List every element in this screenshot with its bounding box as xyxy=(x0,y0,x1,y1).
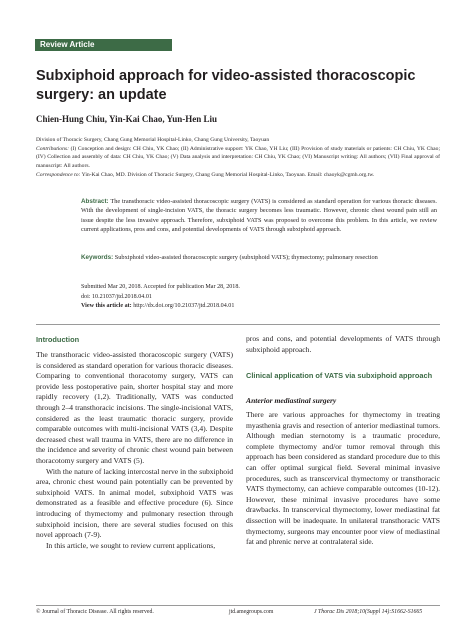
correspondence-text: Yin-Kai Chao, MD. Division of Thoracic Surgery, Chang Gung Memorial Hospital-Linko, Taoyuan. Email: chaoyk@cgmh.org.tw. xyxy=(81,172,375,178)
right-column-intro-text xyxy=(246,334,440,355)
correspondence-label: Correspondence to: xyxy=(36,172,81,178)
intro-paragraph-3: In this article, we sought to review current applications, xyxy=(46,540,216,550)
doi: doi: 10.21037/jtd.2018.04.01 xyxy=(81,293,152,300)
intro-paragraph-2: With the nature of lacking intercostal nerve in the subxiphoid area, chronic chest wound pain potentially can be prevented by subxiphoid VATS. In animal model, subxiphoid VATS was demonstrated as a feasible and effective procedure (6). Since introducing of thymectomy and pulmonary resection through subxiphoid incision, there are several studies focused on this novel approach (7-9). xyxy=(36,466,233,540)
view-article-link[interactable]: http://dx.doi.org/10.21037/jtd.2018.04.01 xyxy=(133,303,235,309)
footer-citation: J Thorac Dis 2018;10(Suppl 14):S1662-S1665 xyxy=(314,609,423,615)
footer-copyright: © Journal of Thoracic Disease. All rights reserved. xyxy=(36,609,154,615)
contributions-text: (I) Conception and design: CH Chiu, YK Chao; (II) Administrative support: YK Chao, YH Liu; (III) Provision of study materials or patients: CH Chiu, YK Chao; (IV) Collection and assembly of data: CH Chiu, YK Chao; (V) Data analysis and interpretation: CH Chiu, YK Chao; (VI) Manuscript writing: All authors; (VII) Final approval of manuscript: All authors. xyxy=(36,146,440,169)
submission-dates: Submitted Mar 20, 2018. Accepted for publication Mar 28, 2018. xyxy=(81,284,240,290)
left-column-text xyxy=(36,350,233,551)
abstract xyxy=(81,197,437,234)
section-divider xyxy=(36,324,440,325)
introduction-heading: Introduction xyxy=(36,335,80,344)
correspondence xyxy=(36,171,440,179)
anterior-mediastinal-subheading: Anterior mediastinal surgery xyxy=(246,396,337,405)
footer-site[interactable]: jtd.amegroups.com xyxy=(229,609,274,615)
contributions xyxy=(36,145,440,170)
view-article-line xyxy=(81,302,437,312)
right-column-text xyxy=(246,410,440,548)
article-dates xyxy=(81,283,437,312)
intro-paragraph-continued: pros and cons, and potential developments of VATS through subxiphoid approach. xyxy=(246,334,440,354)
author-list: Chien-Hung Chiu, Yin-Kai Chao, Yun-Hen Liu xyxy=(36,114,217,124)
intro-paragraph-1: The transthoracic video-assisted thoracoscopic surgery (VATS) is considered as standard operation for various thoracic diseases. Comparing to conventional thoracotomy surgery, VATS can provide less postoperative pain, shorter hospital stay and more rapidly recovery (1,2). Traditionally, VATS was conducted through 2–4 transthoracic incisions. The single-incisional VATS, considered as the least traumatic thoracic surgery, provide comparable outcomes with multi-incisional VATS (3,4). Despite decreased chest wall trauma in VATS, there are no difference in the incidence and severity of chronic chest wound pain between thoracotomy surgery and VATS (5). xyxy=(36,350,233,465)
article-type-bar xyxy=(35,39,172,51)
article-type-label: Review Article xyxy=(40,40,95,49)
view-article-label: View this article at: xyxy=(81,303,132,309)
contributions-label: Contributions: xyxy=(36,146,69,152)
footer-divider xyxy=(36,605,440,606)
mediastinal-paragraph-1: There are various approaches for thymectomy in treating myasthenia gravis and resection of anterior mediastinal tumors. Although median sternotomy is a traumatic procedure, complete thymectomy and/or tumor removal through this approach has been considered as standard procedure due to this can offer optimal surgical field. Several minimal invasive procedures, such as transcervical thymectomy or transthoracic VATS thymectomy, can achieve comparable outcomes (10-12). However, these minimal invasive procedures have some drawbacks. In transcervical thymectomy, lower mediastinal fat dissection will be inadequate. In unilateral transthoracic VATS thymectomy, surgeons may encounter poor view of mediastinal fat and phrenic nerve at contralateral side. xyxy=(246,410,440,547)
clinical-application-heading: Clinical application of VATS via subxiphoid approach xyxy=(246,371,433,380)
keywords xyxy=(81,253,437,262)
affiliation: Division of Thoracic Surgery, Chang Gung Memorial Hospital-Linko, Chang Gung University, Taoyuan xyxy=(36,137,270,143)
article-title: Subxiphoid approach for video-assisted thoracoscopic surgery: an update xyxy=(36,68,416,103)
keywords-label: Keywords: xyxy=(81,254,114,261)
keywords-text: Subxiphoid video-assisted thoracoscopic surgery (subxiphoid VATS); thymectomy; pulmonary resection xyxy=(114,254,378,261)
abstract-label: Abstract: xyxy=(81,198,109,205)
abstract-text: The transthoracic video-assisted thoracoscopic surgery (VATS) is considered as standard operation for various thoracic diseases. With the development of single-incision VATS, the thoracic surgery becomes less traumatic. However, chronic chest wound pain still an issue despite the less invasive approach. Therefore, subxiphoid VATS was proposed to overcome this problem. In this article, we review current applications, pros and cons, and potential developments of VATS through subxiphoid approach. xyxy=(81,198,437,233)
